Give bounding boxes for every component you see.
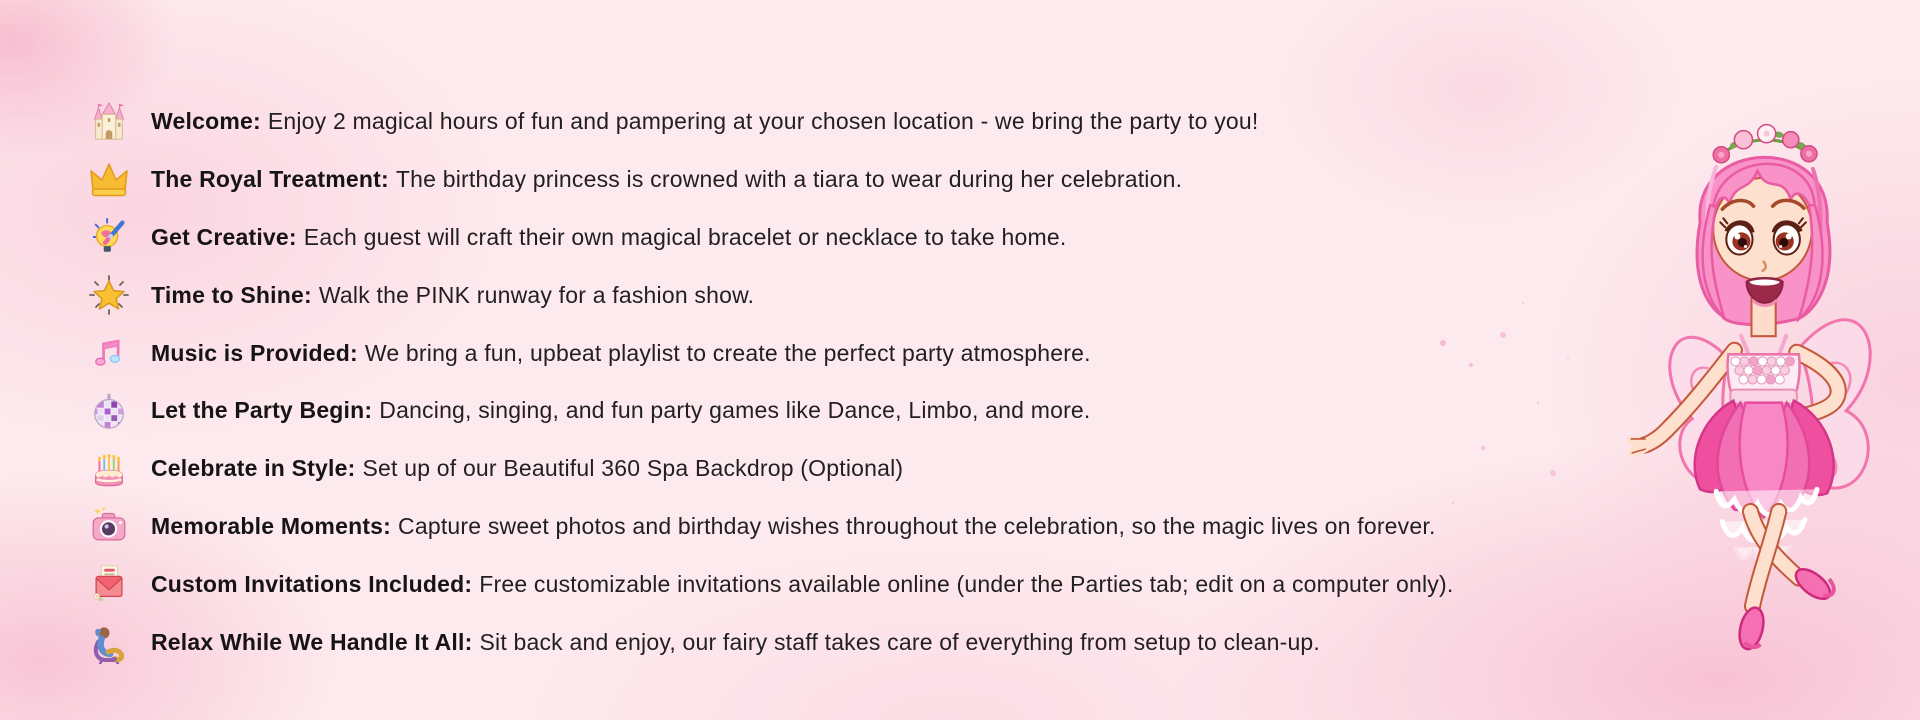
feature-text xyxy=(151,340,1091,367)
feature-text xyxy=(151,629,1320,656)
feature-label: Get Creative: xyxy=(151,224,297,250)
crown-icon xyxy=(85,156,133,204)
feature-text xyxy=(151,513,1436,540)
feature-item-music xyxy=(85,324,1453,382)
feature-item-memorable xyxy=(85,498,1453,556)
castle-icon xyxy=(85,98,133,146)
music-notes-icon xyxy=(85,329,133,377)
feature-description: Free customizable invitations available online (under the Parties tab; edit on a computer only). xyxy=(479,570,1454,597)
feature-label: Welcome: xyxy=(151,108,261,135)
feature-description: Capture sweet photos and birthday wishes throughout the celebration, so the magic lives on forever. xyxy=(398,512,1436,539)
fairy-illustration xyxy=(1598,46,1903,711)
feature-description: The birthday princess is crowned with a tiara to wear during her celebration. xyxy=(395,166,1183,193)
party-features-list xyxy=(85,93,1453,671)
feature-text xyxy=(151,224,1066,251)
feature-item-celebrate xyxy=(85,440,1453,498)
disco-ball-icon xyxy=(85,387,133,435)
feature-description: Each guest will craft their own magical bracelet or necklace to take home. xyxy=(303,224,1067,250)
shining-star-icon xyxy=(85,271,133,319)
feature-item-invitations xyxy=(85,555,1453,613)
feature-label: The Royal Treatment: xyxy=(151,166,389,193)
feature-item-time-to-shine xyxy=(85,266,1453,324)
feature-label: Custom Invitations Included: xyxy=(151,570,473,597)
feature-label: Memorable Moments: xyxy=(151,512,392,539)
feature-description: Walk the PINK runway for a fashion show. xyxy=(318,281,755,308)
feature-text xyxy=(151,397,1091,424)
feature-item-royal-treatment xyxy=(85,151,1453,209)
feature-text xyxy=(151,455,903,482)
creative-lightbulb-paintbrush-icon xyxy=(85,213,133,261)
feature-text xyxy=(151,108,1259,135)
feature-item-relax xyxy=(85,613,1453,671)
relaxing-person-icon xyxy=(85,618,133,666)
feature-item-get-creative xyxy=(85,209,1453,267)
feature-description: We bring a fun, upbeat playlist to create the perfect party atmosphere. xyxy=(364,339,1091,366)
feature-text xyxy=(151,282,754,309)
feature-label: Celebrate in Style: xyxy=(151,455,356,482)
feature-label: Time to Shine: xyxy=(151,281,312,308)
feature-text xyxy=(151,166,1182,193)
feature-item-welcome xyxy=(85,93,1453,151)
feature-description: Enjoy 2 magical hours of fun and pampering at your chosen location - we bring the party to you! xyxy=(267,108,1259,135)
watercolor-speckles xyxy=(1440,340,1446,346)
feature-description: Sit back and enjoy, our fairy staff takes care of everything from setup to clean-up. xyxy=(479,628,1321,655)
feature-label: Let the Party Begin: xyxy=(151,397,373,424)
birthday-cake-icon xyxy=(85,445,133,493)
feature-item-party-begin xyxy=(85,382,1453,440)
camera-icon xyxy=(85,502,133,550)
feature-label: Music is Provided: xyxy=(151,339,358,366)
feature-label: Relax While We Handle It All: xyxy=(151,628,473,655)
invitation-envelope-icon xyxy=(85,560,133,608)
feature-text xyxy=(151,571,1453,598)
feature-description: Set up of our Beautiful 360 Spa Backdrop (Optional) xyxy=(362,455,904,482)
feature-description: Dancing, singing, and fun party games like Dance, Limbo, and more. xyxy=(379,397,1091,424)
